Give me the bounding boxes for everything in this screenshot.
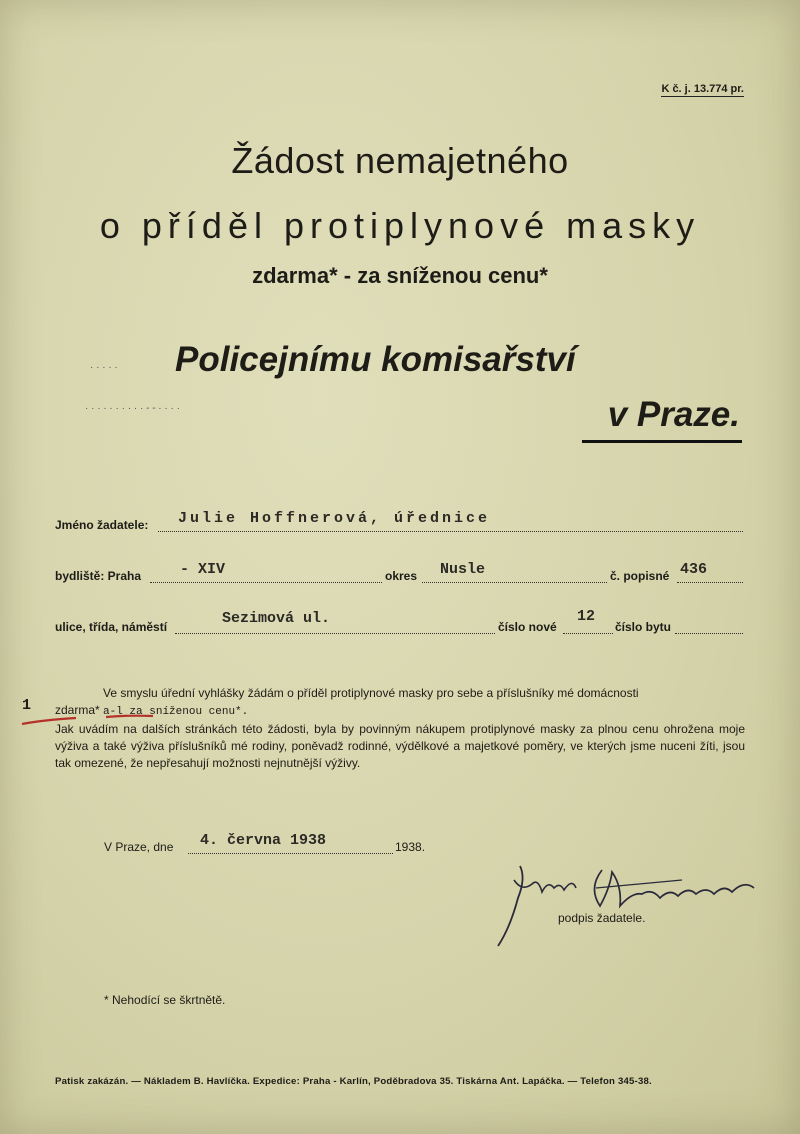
paragraph-typed-correction: a-l za sníženou cenu*.: [103, 706, 249, 718]
margin-number: 1: [22, 697, 32, 714]
house-number-value: 436: [680, 561, 708, 578]
residence-value: - XIV: [180, 561, 226, 578]
addressee-line-2: v Praze.: [607, 395, 740, 434]
district-dotted-line: [422, 582, 607, 583]
title-line-1: Žádost nemajetného: [231, 140, 569, 181]
stray-marks: · · · · ·: [90, 362, 118, 373]
addressee-underline: [582, 440, 742, 443]
district-label: okres: [385, 569, 418, 583]
handwritten-signature: [492, 858, 772, 953]
printer-footer: Patisk zakázán. — Nákladem B. Havlíčka. Expedice: Praha - Karlín, Poděbradova 35. Tiskárna Ant. Lapáčka. — Telefon 345-38.: [55, 1076, 652, 1087]
date-prefix: V Praze, dne: [104, 840, 174, 854]
paragraph-line-1: Ve smyslu úřední vyhlášky žádám o příděl protiplynové masky pro sebe a příslušníky mé domácnosti: [103, 686, 639, 700]
date-suffix: 1938.: [395, 840, 426, 854]
street-dotted-line: [175, 633, 495, 634]
name-label: Jméno žadatele:: [55, 518, 149, 532]
footnote: * Nehodící se škrtnětě.: [104, 993, 226, 1007]
date-dotted-line: [188, 853, 393, 854]
house-number-label: č. popisné: [610, 569, 670, 583]
title-line-3: zdarma* - za sníženou cenu*: [252, 263, 548, 288]
reference-number: K č. j. 13.774 pr.: [661, 83, 744, 95]
residence-label: bydliště: Praha: [55, 569, 142, 583]
street-value: Sezimová ul.: [222, 610, 331, 627]
flat-number-dotted-line: [675, 633, 743, 634]
house-number-dotted-line: [677, 582, 743, 583]
title-line-2: o příděl protiplynové masky: [99, 205, 701, 246]
signature-label: podpis žadatele.: [558, 911, 646, 925]
new-number-dotted-line: [563, 633, 613, 634]
paragraph-line-3: Jak uvádím na dalších stránkách této žádosti, byla by povinným nákupem protiplynové masky za plnou cenu ohrožena moje výživa a také výživa příslušníků mé rodiny, poněvadž rodinné, výdělkové a majetkové poměry, ve kterých jsme nuceni žíti, jsou tak omezené, že nepřesahují možnosti nejnutnější výživy.: [55, 722, 745, 770]
name-value: Julie Hoffnerová, úřednice: [178, 510, 491, 527]
new-number-label: číslo nové: [498, 620, 557, 634]
paragraph-line-2: [55, 702, 745, 721]
addressee-line-1: Policejnímu komisařství: [175, 340, 576, 379]
district-value: Nusle: [440, 561, 486, 578]
new-number-value: 12: [577, 608, 596, 625]
street-label: ulice, třída, náměstí: [55, 620, 168, 634]
paragraph-zdarma: zdarma*: [55, 703, 100, 717]
request-paragraph: [55, 685, 745, 772]
flat-number-label: číslo bytu: [615, 620, 672, 634]
name-dotted-line: [158, 531, 743, 532]
residence-dotted-line: [150, 582, 382, 583]
date-value: 4. června 1938: [200, 832, 327, 849]
stray-marks: · · · · · · · · · · - - · · · ·: [85, 403, 180, 414]
